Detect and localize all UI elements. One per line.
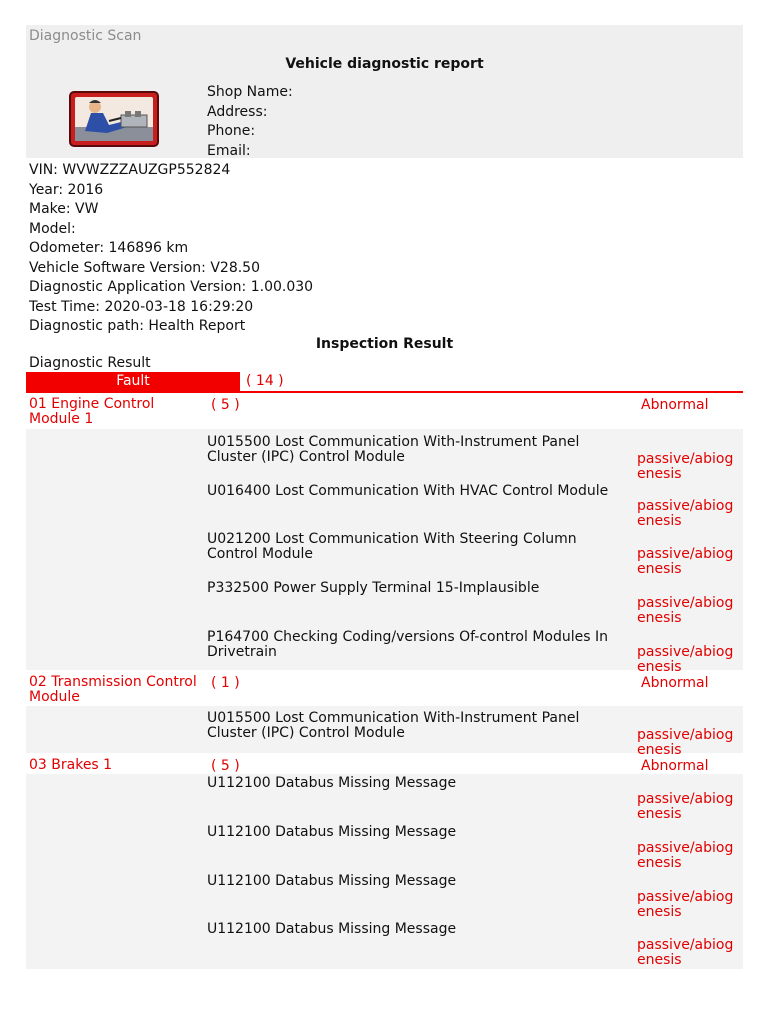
vin: VIN: WVWZZZAUZGP552824 [29,162,231,178]
shop-address-label: Address: [207,103,268,120]
shop-phone-label: Phone: [207,123,256,139]
fault-code-status: passive/abiogenesis [637,840,734,871]
fault-summary [26,372,743,392]
fault-code-text: U112100 Databus Missing Message [207,824,457,840]
fault-code-text: U021200 Lost Communication With Steering Column Control Module [207,531,577,562]
module-status: Abnormal [641,758,709,774]
vehicle-info [29,161,313,337]
module-codes [26,429,743,675]
make: Make: VW [29,201,99,217]
fault-code-status: passive/abiogenesis [637,727,734,758]
fault-code-status: passive/abiogenesis [637,644,734,675]
fault-code-status: passive/abiogenesis [637,889,734,920]
fault-code-text: U112100 Databus Missing Message [207,873,457,889]
fault-label: Fault [26,372,240,391]
fault-count: ( 14 ) [246,373,284,389]
fault-code-status: passive/abiogenesis [637,937,734,968]
fault-code-text: U112100 Databus Missing Message [207,921,457,937]
fault-code-status: passive/abiogenesis [637,791,734,822]
module-name: 01 Engine Control Module 1 [29,396,155,427]
module-name: 03 Brakes 1 [29,757,113,773]
fault-code-status: passive/abiogenesis [637,498,734,529]
shop-name-label: Shop Name: [207,84,293,100]
diagnostic-path: Diagnostic path: Health Report [29,318,246,334]
module-status: Abnormal [641,675,709,691]
mechanic-logo-icon [69,91,159,147]
module-fault-count: ( 5 ) [211,758,240,774]
module-codes [26,706,743,758]
report-page [26,25,743,968]
software-version: Vehicle Software Version: V28.50 [29,259,260,276]
report-title: Vehicle diagnostic report [285,56,484,72]
fault-code-text: U015500 Lost Communication With-Instrument Panel Cluster (IPC) Control Module [207,710,580,741]
fault-code-text: U016400 Lost Communication With HVAC Control Module [207,483,609,499]
module-fault-count: ( 1 ) [211,675,240,691]
report-header [26,25,743,158]
shop-info [207,83,293,161]
module-name: 02 Transmission Control Module [29,674,197,705]
fault-code-status: passive/abiogenesis [637,451,734,482]
test-time: Test Time: 2020-03-18 16:29:20 [29,298,254,315]
app-title: Diagnostic Scan [29,28,142,44]
module-fault-count: ( 5 ) [211,397,240,413]
app-version: Diagnostic Application Version: 1.00.030 [29,279,314,295]
fault-divider [26,391,743,393]
fault-code-text: U015500 Lost Communication With-Instrument Panel Cluster (IPC) Control Module [207,434,580,465]
odometer: Odometer: 146896 km [29,240,189,256]
shop-email-label: Email: [207,142,251,159]
model: Model: [29,220,76,237]
inspection-title: Inspection Result [315,336,454,352]
fault-code-text: P332500 Power Supply Terminal 15-Implausible [207,580,540,596]
fault-code-status: passive/abiogenesis [637,546,734,577]
fault-code-status: passive/abiogenesis [637,595,734,626]
fault-code-text: U112100 Databus Missing Message [207,775,457,791]
fault-code-text: P164700 Checking Coding/versions Of-control Modules In Drivetrain [207,629,608,660]
diagnostic-result-label: Diagnostic Result [29,355,151,371]
module-status: Abnormal [641,397,709,413]
year: Year: 2016 [29,181,104,198]
module-codes [26,774,743,969]
